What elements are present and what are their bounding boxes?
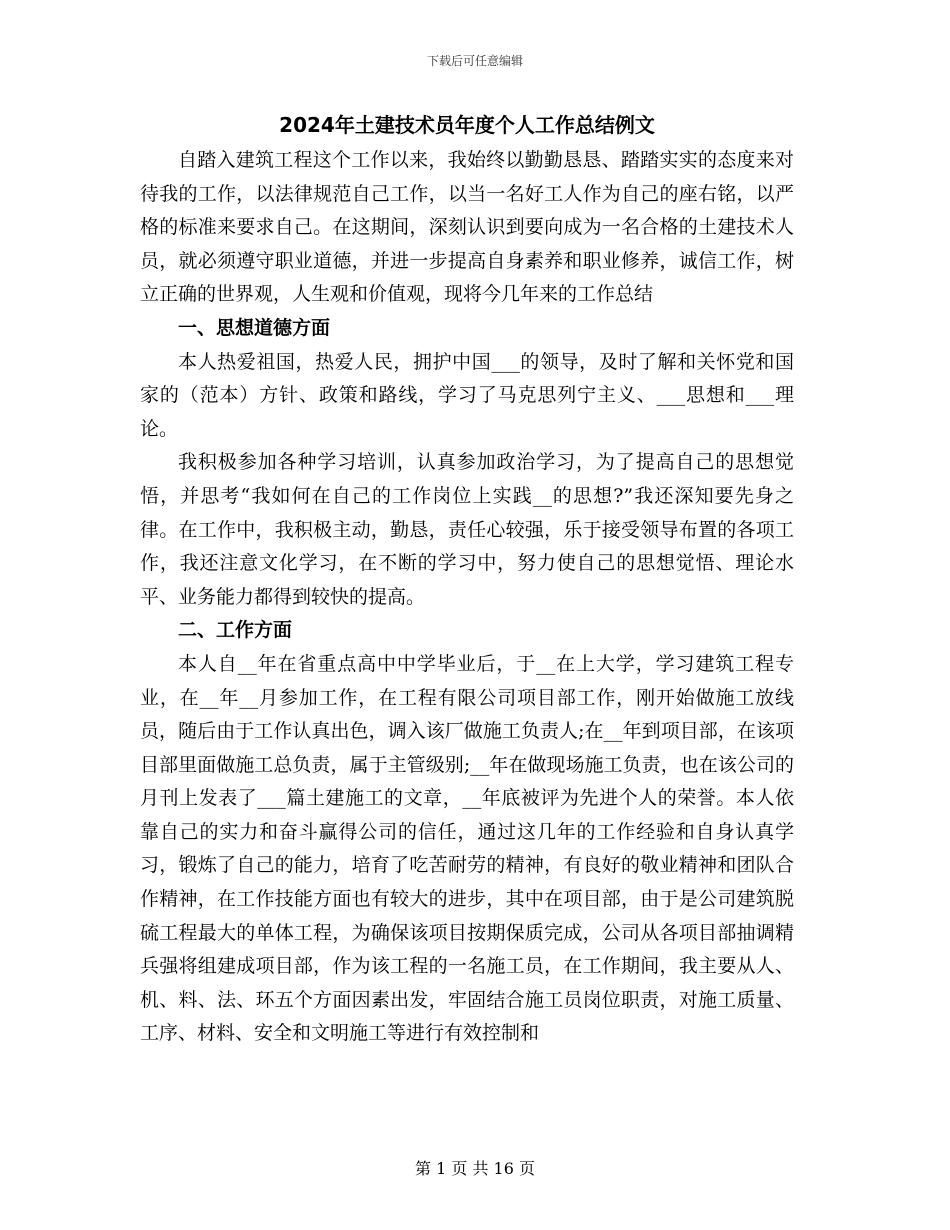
work-paragraph-1: 本人自__年在省重点高中中学毕业后，于__在上大学，学习建筑工程专业，在__年__月参加工作，在工程有限公司项目部工作，刚开始做施工放线员，随后由于工作认真出色，调入该厂做施工负责人;在__年到项目部，在该项目部里面做施工总负责，属于主管级别;__年在做现场施工负责，也在该公司的月刊上发表了___篇土建施工的文章，__年底被评为先进个人的荣誉。本人依靠自己的实力和奋斗赢得公司的信任，通过这几年的工作经验和自身认真学习，锻炼了自己的能力，培育了吃苦耐劳的精神，有良好的敬业精神和团队合作精神，在工作技能方面也有较大的进步，其中在项目部，由于是公司建筑脱硫工程最大的单体工程，为确保该项目按期保质完成，公司从各项目部抽调精兵强将组建成项目部，作为该工程的一名施工员，在工作期间，我主要从人、机、料、法、环五个方面因素出发，牢固结合施工员岗位职责，对施工质量、工序、材料、安全和文明施工等进行有效控制和 [140, 652, 794, 1045]
header-note: 下载后可任意编辑 [426, 54, 523, 68]
document-title: 2024年土建技术员年度个人工作总结例文 [279, 113, 655, 137]
section-heading-ideology: 一、思想道德方面 [178, 316, 331, 339]
section-heading-work: 二、工作方面 [178, 619, 293, 642]
intro-paragraph: 自踏入建筑工程这个工作以来，我始终以勤勤恳恳、踏踏实实的态度来对待我的工作，以法律规范自己工作，以当一名好工人作为自己的座右铭，以严格的标准来要求自己。在这期间，深刻认识到要向成为一名合格的土建技术人员，就必须遵守职业道德，并进一步提高自身素养和职业修养，诚信工作，树立正确的世界观，人生观和价值观，现将今几年来的工作总结 [140, 149, 794, 306]
ideology-paragraph-2: 我积极参加各种学习培训，认真参加政治学习，为了提高自己的思想觉悟，并思考“我如何在自己的工作岗位上实践__的思想?”我还深知要先身之律。在工作中，我积极主动，勤恳，责任心较强，乐于接受领导布置的各项工作，我还注意文化学习，在不断的学习中，努力使自己的思想觉悟、理论水平、业务能力都得到较快的提高。 [140, 451, 794, 608]
document-body [140, 106, 794, 1051]
ideology-paragraph-1: 本人热爱祖国，热爱人民，拥护中国___的领导，及时了解和关怀党和国家的（范本）方针、政策和路线，学习了马克思列宁主义、___思想和___理论。 [140, 350, 794, 440]
page-footer: 第 1 页 共 16 页 [415, 1159, 535, 1178]
